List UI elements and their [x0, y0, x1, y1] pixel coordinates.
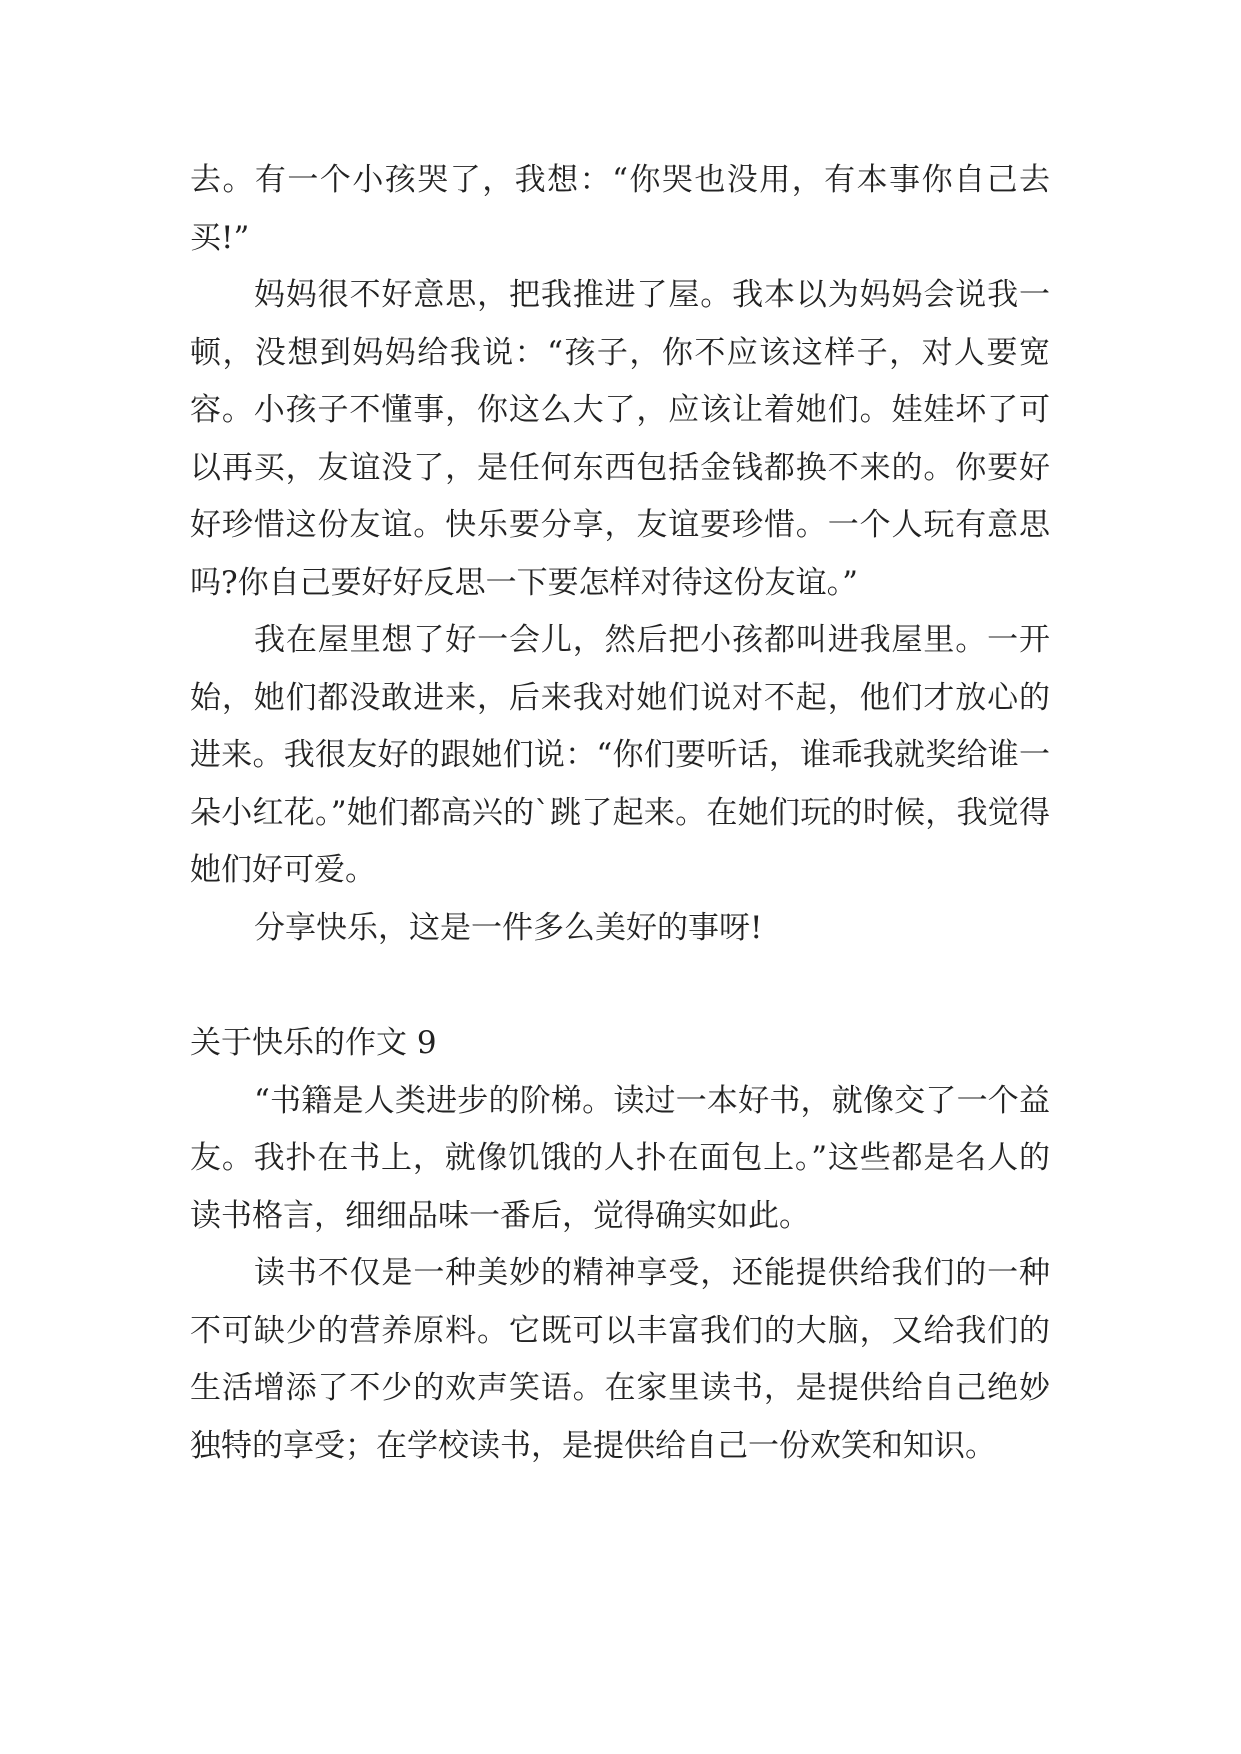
section-title: 关于快乐的作文 9 [190, 1025, 437, 1061]
paragraph-2: 妈妈很不好意思，把我推进了屋。我本以为妈妈会说我一顿，没想到妈妈给我说：“孩子，你不应该这样子，对人要宽容。小孩子不懂事，你这么大了，应该让着她们。娃娃坏了可以再买，友谊没了，是任何东西包括金钱都换不来的。你要好好珍惜这份友谊。快乐要分享，友谊要珍惜。一个人玩有意思吗?你自己要好好反思一下要怎样对待这份友谊。” [190, 277, 1050, 601]
paragraph-4: 分享快乐，这是一件多么美好的事呀! [254, 909, 763, 946]
paragraph-5: “书籍是人类进步的阶梯。读过一本好书，就像交了一个益友。我扑在书上，就像饥饿的人扑在面包上。”这些都是名人的读书格言，细细品味一番后，觉得确实如此。 [190, 1082, 1050, 1234]
section-gap [190, 957, 1050, 1015]
paragraph-1: 去。有一个小孩哭了，我想：“你哭也没用，有本事你自己去买!” [190, 162, 1050, 256]
document-page [190, 152, 1050, 1475]
paragraph-3: 我在屋里想了好一会儿，然后把小孩都叫进我屋里。一开始，她们都没敢进来，后来我对她们说对不起，他们才放心的进来。我很友好的跟她们说：“你们要听话，谁乖我就奖给谁一朵小红花。”她们都高兴的`跳了起来。在她们玩的时候，我觉得她们好可爱。 [190, 622, 1050, 888]
paragraph-6: 读书不仅是一种美妙的精神享受，还能提供给我们的一种不可缺少的营养原料。它既可以丰富我们的大脑，又给我们的生活增添了不少的欢声笑语。在家里读书，是提供给自己绝妙独特的享受；在学校读书，是提供给自己一份欢笑和知识。 [190, 1255, 1050, 1464]
